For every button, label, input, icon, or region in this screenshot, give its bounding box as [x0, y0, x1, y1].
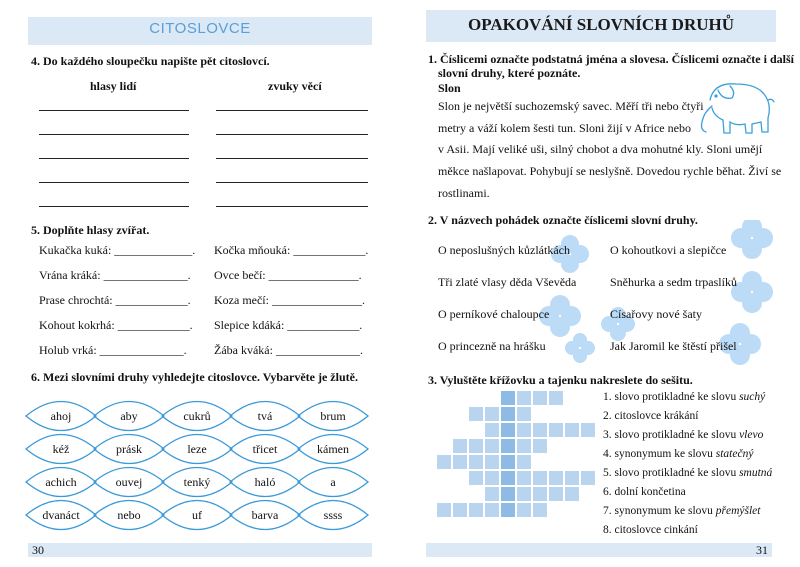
- word-cell[interactable]: ahoj: [50, 409, 72, 423]
- task4-col1: hlasy lidí: [90, 79, 137, 93]
- right-header-title: OPAKOVÁNÍ SLOVNÍCH DRUHŮ: [467, 15, 735, 34]
- word-cell[interactable]: cukrů: [183, 409, 211, 423]
- animal-item: Žába kváká: ______________.: [214, 343, 363, 357]
- word-cell[interactable]: nebo: [117, 508, 141, 522]
- text-line: měkce našlapovat. Pohybují se neslyšně. Dovedou rychle běhat. Živí se: [438, 164, 782, 178]
- word-cell[interactable]: ouvej: [115, 475, 143, 489]
- right-page-number: 31: [756, 543, 768, 557]
- task4-title: 4. Do každého sloupečku napište pět citoslovcí.: [31, 54, 270, 68]
- flower-icon: [565, 333, 595, 363]
- elephant-icon: [692, 78, 776, 138]
- task4-col2: zvuky věcí: [268, 79, 322, 93]
- word-cell[interactable]: třicet: [252, 442, 278, 456]
- word-cell[interactable]: aby: [120, 409, 138, 423]
- word-cell[interactable]: prásk: [116, 442, 142, 456]
- fairy-tale-title: Císařovy nové šaty: [610, 307, 702, 321]
- crossword-clue: 3. slovo protikladné ke slovu vlevo: [603, 429, 764, 441]
- animal-item: Holub vrká: ______________.: [39, 343, 187, 357]
- word-cell[interactable]: dvanáct: [42, 508, 80, 522]
- task6-title: 6. Mezi slovními druhy vyhledejte citoslovce. Vybarvěte je žlutě.: [31, 370, 358, 384]
- text-line: metry a váží kolem šesti tun. Sloni žijí v Africe nebo: [438, 121, 691, 135]
- fairy-tale-title: Sněhurka a sedm trpaslíků: [610, 275, 737, 289]
- fairy-tale-title: O kohoutkovi a slepičce: [610, 243, 727, 257]
- crossword-clue: 2. citoslovce krákání: [603, 410, 699, 422]
- task3-title: 3. Vyluštěte křížovku a tajenku nakreslete do sešitu.: [428, 373, 693, 387]
- fairy-tale-title: Jak Jaromil ke štěstí přišel: [610, 339, 737, 353]
- task1-title-line1: 1. Číslicemi označte podstatná jména a slovesa. Číslicemi označte i další: [428, 52, 794, 66]
- fairy-tale-title: O neposlušných kůzlátkách: [438, 243, 570, 257]
- crossword-clue: 6. dolní končetina: [603, 486, 686, 498]
- animal-item: Vrána kráká: ______________.: [39, 268, 191, 282]
- crossword-clue: 4. synonymum ke slovu statečný: [603, 448, 754, 460]
- crossword-clue: 8. citoslovce cinkání: [603, 524, 698, 536]
- left-page-number: 30: [32, 543, 44, 557]
- animal-item: Kohout kokrhá: ____________.: [39, 318, 193, 332]
- word-cell[interactable]: kéž: [52, 442, 70, 456]
- word-cell[interactable]: kámen: [317, 442, 349, 456]
- flower-icon: [731, 271, 773, 313]
- left-footer-band: [28, 543, 372, 557]
- word-cell[interactable]: uf: [192, 508, 202, 522]
- animal-item: Ovce bečí: _______________.: [214, 268, 362, 282]
- text-line: Slon je největší suchozemský savec. Měří tři nebo čtyři: [438, 99, 704, 113]
- text-line: rostlinami.: [438, 186, 490, 200]
- animal-item: Koza mečí: _______________.: [214, 293, 365, 307]
- word-cell[interactable]: ssss: [323, 508, 343, 522]
- word-cell[interactable]: a: [330, 475, 336, 489]
- task2-title: 2. V názvech pohádek označte číslicemi slovní druhy.: [428, 213, 698, 227]
- animal-item: Kočka mňouká: ____________.: [214, 243, 369, 257]
- task1-title-line2: slovní druhy, které poznáte.: [438, 66, 581, 80]
- word-cell[interactable]: leze: [187, 442, 207, 456]
- animal-item: Slepice kdáká: ____________.: [214, 318, 363, 332]
- word-cell[interactable]: tvá: [257, 409, 273, 423]
- fairy-tale-title: O princezně na hrášku: [438, 339, 546, 353]
- word-cell[interactable]: achich: [45, 475, 77, 489]
- fairy-tale-title: Tři zlaté vlasy děda Vševěda: [438, 275, 577, 289]
- crossword-clue: 1. slovo protikladné ke slovu suchý: [603, 391, 766, 403]
- flower-icon: [731, 220, 773, 259]
- crossword-clue: 7. synonymum ke slovu přemýšlet: [603, 505, 761, 517]
- animal-item: Prase chrochtá: ____________.: [39, 293, 191, 307]
- word-cell[interactable]: barva: [251, 508, 279, 522]
- word-cell[interactable]: haló: [254, 475, 276, 489]
- text-line: v Asii. Mají veliké uši, silný chobot a dva mohutné kly. Sloni umějí: [438, 142, 763, 156]
- task1-subtitle: Slon: [438, 81, 461, 95]
- word-cell[interactable]: brum: [320, 409, 346, 423]
- animal-item: Kukačka kuká: _____________.: [39, 243, 196, 257]
- word-cell[interactable]: tenký: [183, 475, 211, 489]
- crossword-clue: 5. slovo protikladné ke slovu smutná: [603, 467, 773, 479]
- left-header-title: CITOSLOVCE: [149, 20, 251, 37]
- fairy-tale-title: O perníkové chaloupce: [438, 307, 550, 321]
- right-footer-band: [426, 543, 772, 557]
- task5-title: 5. Doplňte hlasy zvířat.: [31, 223, 150, 237]
